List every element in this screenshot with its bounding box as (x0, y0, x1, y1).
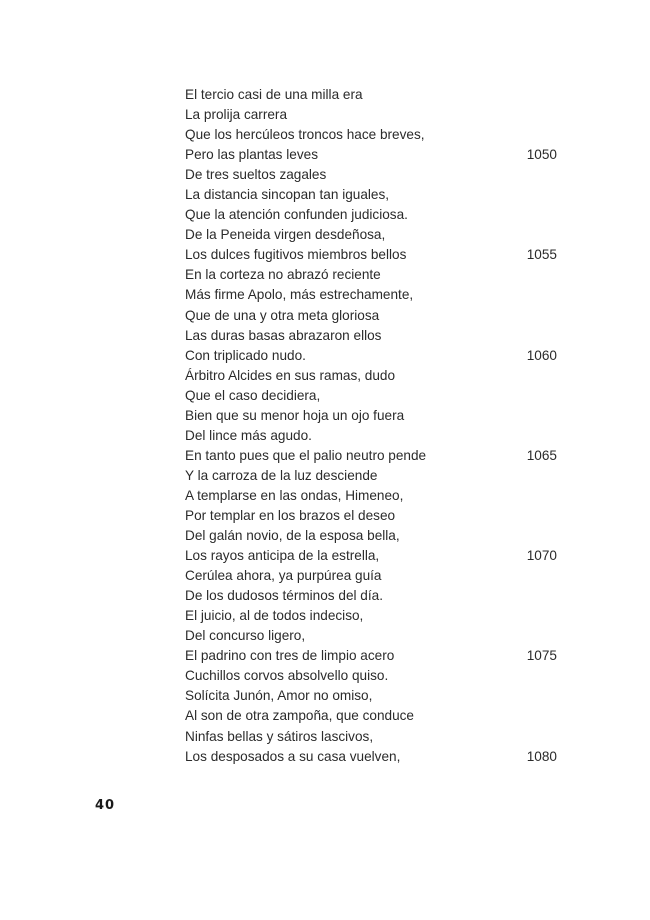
line-number: 1060 (526, 347, 557, 363)
line-number: 1070 (526, 548, 557, 564)
verse-line (185, 706, 560, 726)
line-number: 1075 (526, 648, 557, 664)
verse-line (185, 506, 560, 526)
verse-line (185, 386, 560, 406)
verse-text: De la Peneida virgen desdeñosa, (185, 227, 386, 243)
line-number: 1065 (526, 447, 557, 463)
verse-text: Por templar en los brazos el deseo (185, 507, 396, 523)
verse-text: El padrino con tres de limpio acero (185, 648, 395, 664)
line-number: 1080 (526, 748, 557, 764)
verse-line (185, 646, 560, 666)
verse-text: El juicio, al de todos indeciso, (185, 608, 364, 624)
verse-text: Cuchillos corvos absolvello quiso. (185, 668, 389, 684)
verse-line (185, 205, 560, 225)
verse-text: Solícita Junón, Amor no omiso, (185, 688, 373, 704)
verse-line (185, 366, 560, 386)
verse-text: El tercio casi de una milla era (185, 87, 363, 102)
verse-line (185, 747, 560, 767)
verse-text: Que los hercúleos troncos hace breves, (185, 127, 425, 143)
verse-text: La prolija carrera (185, 107, 287, 123)
verse-line (185, 466, 560, 486)
verse-line (185, 185, 560, 205)
verse-line (185, 125, 560, 145)
line-number: 1055 (526, 247, 557, 263)
verse-line (185, 265, 560, 285)
verse-text: Del galán novio, de la esposa bella, (185, 528, 400, 544)
verse-text: Bien que su menor hoja un ojo fuera (185, 407, 405, 423)
verse-line (185, 105, 560, 125)
verse-text: De tres sueltos zagales (185, 167, 327, 183)
verse-line (185, 586, 560, 606)
verse-text: Con triplicado nudo. (185, 347, 306, 363)
verse-text: Pero las plantas leves (185, 147, 318, 163)
verse-text: A templarse en las ondas, Himeneo, (185, 487, 404, 503)
verse-line (185, 306, 560, 326)
verse-text: Cerúlea ahora, ya purpúrea guía (185, 568, 382, 584)
verse-line (185, 285, 560, 305)
verse-line (185, 225, 560, 245)
verse-text: Ninfas bellas y sátiros lascivos, (185, 728, 374, 744)
verse-line (185, 727, 560, 747)
verse-text: Que de una y otra meta gloriosa (185, 307, 380, 323)
verse-text: En tanto pues que el palio neutro pende (185, 447, 427, 463)
verse-line (185, 626, 560, 646)
verse-line (185, 346, 560, 366)
verse-line (185, 666, 560, 686)
verse-line (185, 446, 560, 466)
verse-text: Que el caso decidiera, (185, 387, 321, 403)
verse-text: Los desposados a su casa vuelven, (185, 748, 401, 764)
verse-line (185, 606, 560, 626)
verse-line (185, 566, 560, 586)
verse-text: De los dudosos términos del día. (185, 588, 383, 604)
verse-text: La distancia sincopan tan iguales, (185, 187, 390, 203)
verse-line (185, 426, 560, 446)
verse-line (185, 526, 560, 546)
verse-text: Los dulces fugitivos miembros bellos (185, 247, 407, 263)
verse-line (185, 326, 560, 346)
verse-line (185, 245, 560, 265)
verse-text: Las duras basas abrazaron ellos (185, 327, 382, 343)
verse-text: Del lince más agudo. (185, 427, 312, 443)
poem-text-block (185, 85, 560, 767)
verse-line (185, 145, 560, 165)
verse-line (185, 486, 560, 506)
verse-text: Los rayos anticipa de la estrella, (185, 548, 380, 564)
verse-line (185, 85, 560, 105)
verse-text: Árbitro Alcides en sus ramas, dudo (185, 367, 396, 383)
verse-text: Más firme Apolo, más estrechamente, (185, 287, 414, 303)
verse-line (185, 546, 560, 566)
verse-text: Al son de otra zampoña, que conduce (185, 708, 414, 724)
verse-line (185, 165, 560, 185)
page-number: 40 (95, 798, 116, 813)
verse-text: Del concurso ligero, (185, 628, 306, 644)
verse-line (185, 406, 560, 426)
verse-text: Y la carroza de la luz desciende (185, 467, 378, 483)
verse-text: Que la atención confunden judiciosa. (185, 207, 408, 223)
verse-line (185, 686, 560, 706)
verse-text: En la corteza no abrazó reciente (185, 267, 381, 283)
line-number: 1050 (526, 147, 557, 163)
